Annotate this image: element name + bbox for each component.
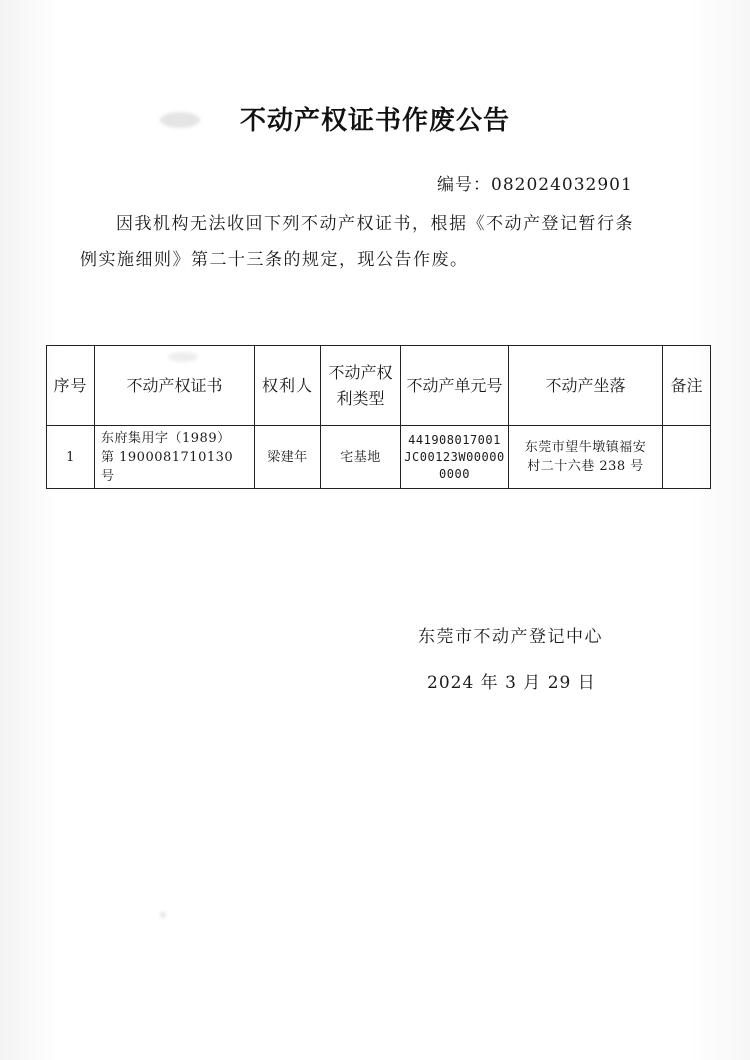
cell-location-line: 村二十六巷 238 号	[527, 459, 644, 474]
issue-date: 2024 年 3 月 29 日	[427, 673, 596, 693]
cell-cert-line: 第 1900081710130 号	[101, 449, 234, 484]
cell-right-type: 宅基地	[321, 426, 401, 489]
cell-remark	[663, 426, 711, 489]
cell-location-line: 东莞市望牛墩镇福安	[524, 440, 647, 455]
header-location: 不动产坐落	[509, 346, 663, 426]
cell-unit-no-line: 441908017001	[408, 432, 501, 447]
document-number-value: 082024032901	[491, 175, 633, 195]
document-number	[437, 170, 633, 195]
header-unit-no: 不动产单元号	[401, 346, 509, 426]
cell-holder: 梁建年	[255, 426, 321, 489]
header-cert: 不动产权证书	[95, 346, 255, 426]
notice-body-line: 因我机构无法收回下列不动产权证书，根据《不动产登记暂行条	[116, 214, 634, 234]
header-right-type	[321, 346, 401, 426]
cell-seq: 1	[47, 426, 95, 489]
cell-unit-no-line: JC00123W00000	[404, 449, 505, 464]
table-row	[47, 426, 711, 489]
cell-location	[509, 426, 663, 489]
header-holder: 权利人	[255, 346, 321, 426]
notice-body-line: 例实施细则》第二十三条的规定，现公告作废。	[80, 250, 469, 270]
cell-cert	[95, 426, 255, 489]
header-seq: 序号	[47, 346, 95, 426]
cell-unit-no-line: 0000	[439, 466, 470, 481]
void-certificate-table	[46, 345, 711, 489]
header-right-type-line: 不动产权	[328, 362, 393, 382]
header-right-type-line: 利类型	[336, 388, 385, 408]
document-number-label: 编号：	[437, 175, 491, 195]
scan-smudge	[160, 912, 166, 918]
table-header-row	[47, 346, 711, 426]
issuing-authority: 东莞市不动产登记中心	[418, 627, 603, 647]
notice-body	[80, 206, 690, 278]
cell-cert-line: 东府集用字（1989）	[101, 430, 231, 446]
header-remark: 备注	[663, 346, 711, 426]
notice-title: 不动产权证书作废公告	[239, 106, 510, 136]
cell-unit-no	[401, 426, 509, 489]
